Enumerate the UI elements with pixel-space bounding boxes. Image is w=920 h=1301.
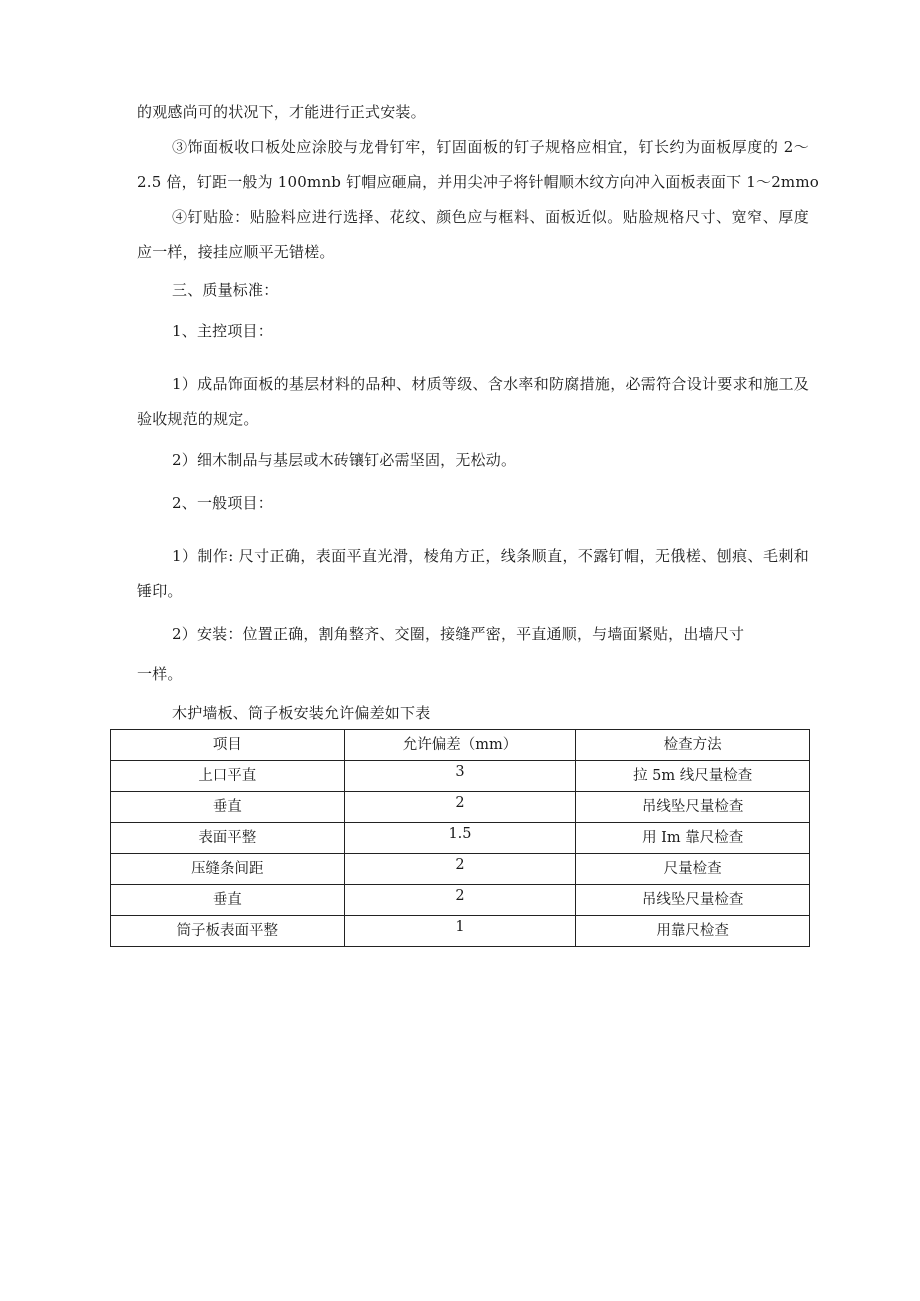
table-cell: 表面平整 xyxy=(111,823,345,854)
subsection-heading: 1、主控项目： xyxy=(172,322,273,340)
paragraph-line: 应一样，接挂应顺平无错槎。 xyxy=(137,243,335,261)
table-cell: 筒子板表面平整 xyxy=(111,916,345,947)
table-row xyxy=(111,854,810,885)
paragraph-line: 验收规范的规定。 xyxy=(137,410,259,428)
paragraph-line: 的观感尚可的状况下，才能进行正式安装。 xyxy=(137,103,426,121)
table-cell: 1.5 xyxy=(344,823,576,854)
table-header-cell: 项目 xyxy=(111,730,345,761)
paragraph-line: 2）安装：位置正确，割角整齐、交圈，接缝严密，平直通顺，与墙面紧贴，出墙尺寸 xyxy=(172,625,745,643)
table-cell: 垂直 xyxy=(111,885,345,916)
table-cell: 压缝条间距 xyxy=(111,854,345,885)
table-row xyxy=(111,792,810,823)
table-cell: 用 Im 靠尺检查 xyxy=(576,823,810,854)
table-cell: 吊线坠尺量检查 xyxy=(576,885,810,916)
paragraph-line: 一样。 xyxy=(137,665,183,683)
table-row xyxy=(111,823,810,854)
table-caption: 木护墙板、筒子板安装允许偏差如下表 xyxy=(172,704,431,722)
table-cell: 用靠尺检查 xyxy=(576,916,810,947)
table-cell: 2 xyxy=(344,885,576,916)
table-cell: 上口平直 xyxy=(111,761,345,792)
paragraph-line: 1）制作: 尺寸正确，表面平直光滑，棱角方正，线条顺直，不露钉帽，无俄槎、刨痕、毛刺和 xyxy=(172,547,809,565)
table-cell: 垂直 xyxy=(111,792,345,823)
table-cell: 吊线坠尺量检查 xyxy=(576,792,810,823)
subsection-heading: 2、一般项目： xyxy=(172,494,273,512)
paragraph-line: 锤印。 xyxy=(137,582,183,600)
paragraph-line: 2）细木制品与基层或木砖镶钉必需坚固，无松动。 xyxy=(172,451,517,469)
table-cell: 尺量检查 xyxy=(576,854,810,885)
table-cell: 拉 5m 线尺量检查 xyxy=(576,761,810,792)
table-cell: 3 xyxy=(344,761,576,792)
table-row xyxy=(111,885,810,916)
paragraph-line: ③饰面板收口板处应涂胶与龙骨钉牢，钉固面板的钉子规格应相宜，钉长约为面板厚度的 2～ xyxy=(172,138,809,156)
table-header-row xyxy=(111,730,810,761)
table-row xyxy=(111,916,810,947)
deviation-table xyxy=(110,729,810,947)
table-cell: 2 xyxy=(344,854,576,885)
table-row xyxy=(111,761,810,792)
paragraph-line: 2.5 倍，钉距一般为 100mnb 钉帽应砸扁，并用尖冲子将针帽顺木纹方向冲入面板表面下 1～2mmo xyxy=(137,173,820,191)
paragraph-line: ④钉贴脸：贴脸料应进行选择、花纹、颜色应与框料、面板近似。贴脸规格尺寸、宽窄、厚度 xyxy=(172,208,809,226)
table-cell: 2 xyxy=(344,792,576,823)
paragraph-line: 1）成品饰面板的基层材料的品种、材质等级、含水率和防腐措施，必需符合设计要求和施工及 xyxy=(172,375,809,393)
section-heading: 三、质量标准： xyxy=(172,281,279,299)
table-header-cell: 允许偏差（mm） xyxy=(344,730,576,761)
table-cell: 1 xyxy=(344,916,576,947)
table-header-cell: 检查方法 xyxy=(576,730,810,761)
